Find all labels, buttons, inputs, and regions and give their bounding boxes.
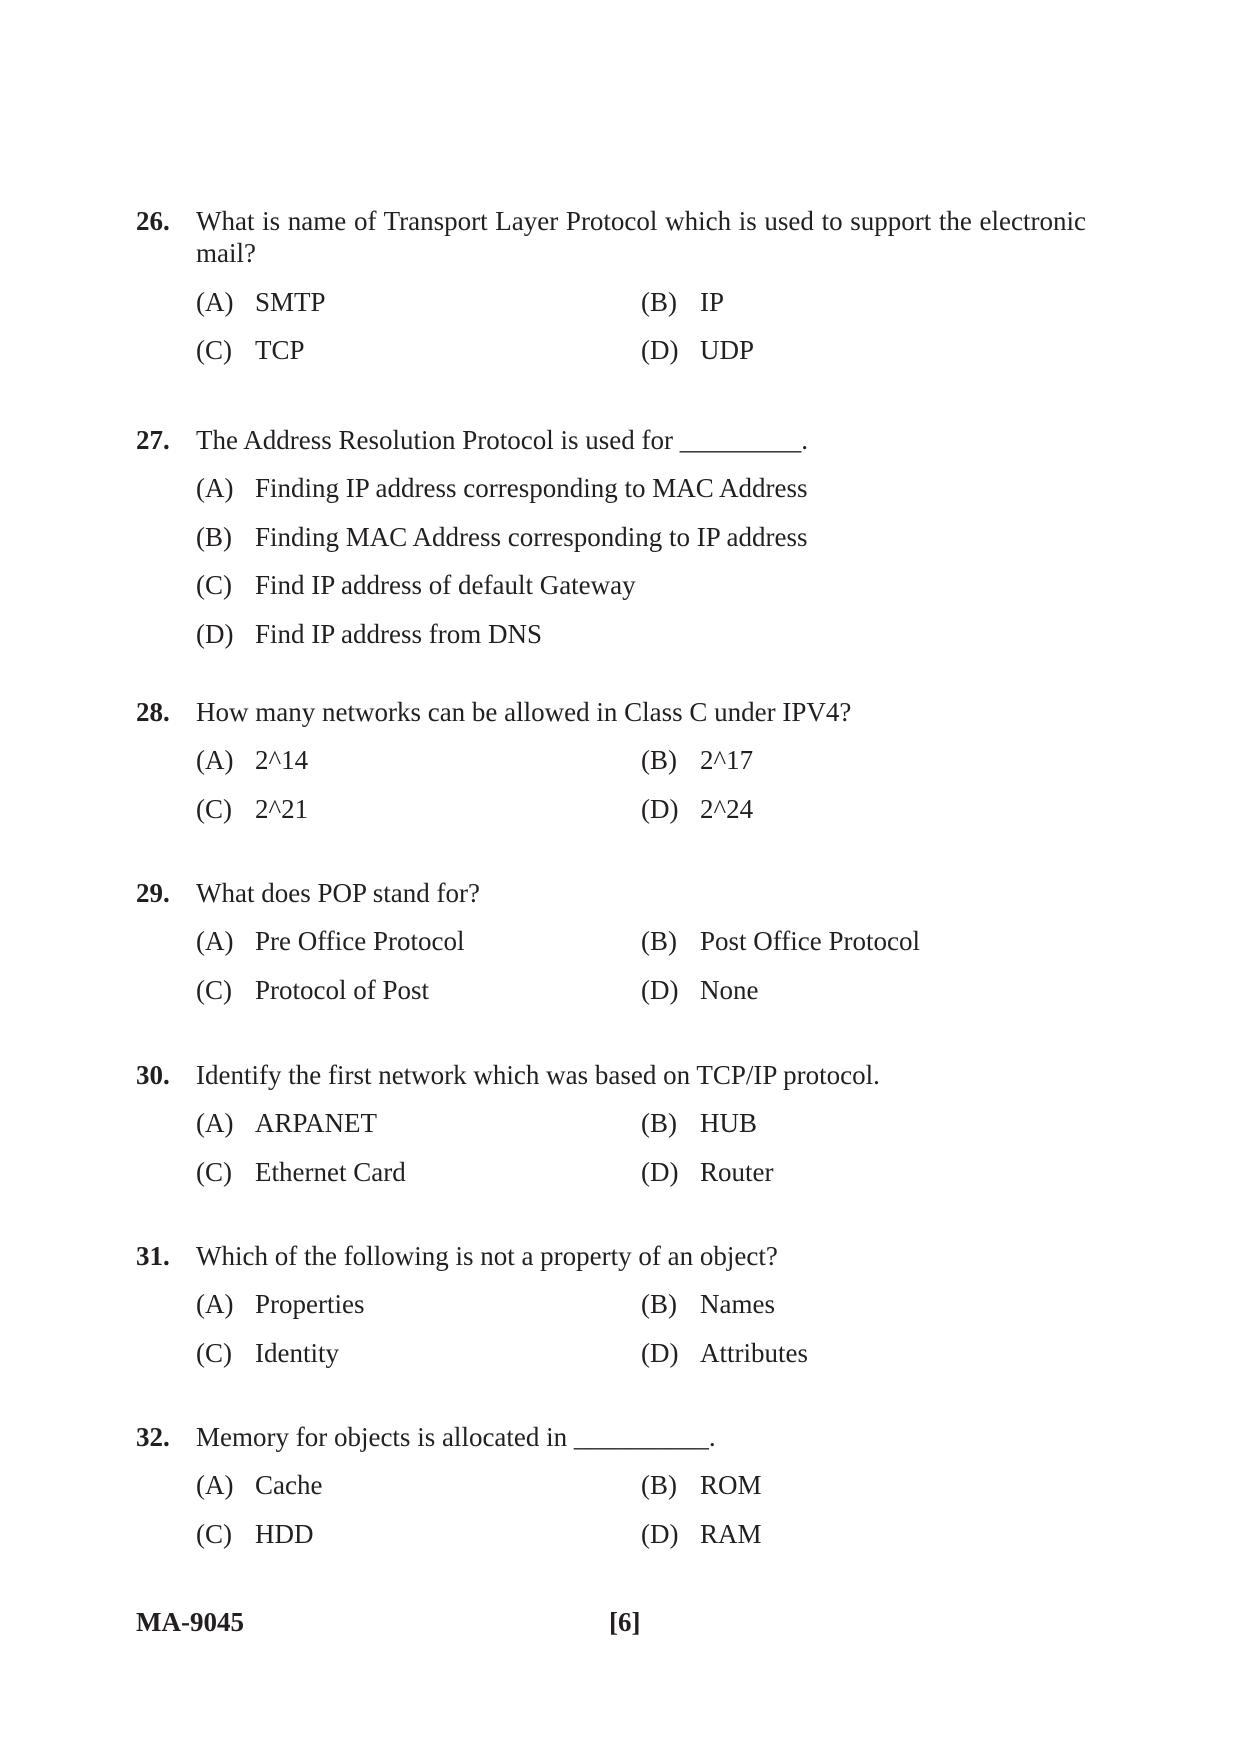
option-letter: (A) (196, 286, 234, 317)
option-text: 2^24 (700, 793, 754, 824)
option-c (196, 334, 641, 366)
option-letter: (C) (196, 1518, 232, 1549)
option-d (196, 618, 542, 650)
option-b (641, 744, 1086, 776)
option-a (196, 1288, 641, 1320)
options (196, 472, 1086, 650)
option-text: TCP (255, 335, 305, 366)
options (196, 744, 1086, 825)
option-text: Properties (255, 1289, 365, 1320)
question-text: What does POP stand for? (196, 878, 480, 908)
option-letter: (D) (641, 1156, 679, 1187)
option-text: Protocol of Post (255, 974, 430, 1005)
option-letter: (C) (196, 335, 232, 366)
options (196, 1469, 1086, 1550)
option-letter: (B) (641, 1108, 677, 1139)
option-letter: (B) (641, 1289, 677, 1320)
option-text: Router (700, 1156, 774, 1187)
option-letter: (D) (641, 335, 679, 366)
option-text: Finding IP address corresponding to MAC Address (255, 473, 808, 504)
question-27 (136, 424, 1086, 650)
option-letter: (A) (196, 745, 234, 776)
option-c (196, 1337, 641, 1369)
option-letter: (C) (196, 1156, 232, 1187)
option-text: Post Office Protocol (700, 926, 920, 957)
question-28 (136, 696, 1086, 825)
question-stem (136, 696, 1086, 728)
option-c (196, 569, 636, 601)
question-text: Which of the following is not a property of an object? (196, 1241, 778, 1271)
option-text: RAM (700, 1518, 762, 1549)
option-letter: (C) (196, 793, 232, 824)
option-letter: (D) (641, 793, 679, 824)
option-text: Ethernet Card (255, 1156, 406, 1187)
option-letter: (B) (196, 521, 232, 552)
option-letter: (A) (196, 1470, 234, 1501)
option-text: Attributes (700, 1337, 808, 1368)
question-stem (136, 1421, 1086, 1453)
option-letter: (A) (196, 1289, 234, 1320)
option-d (641, 1156, 1086, 1188)
question-31 (136, 1240, 1086, 1369)
option-d (641, 974, 1086, 1006)
options (196, 1107, 1086, 1188)
option-c (196, 1156, 641, 1188)
option-letter: (A) (196, 1108, 234, 1139)
question-number: 32. (136, 1422, 170, 1452)
option-text: 2^21 (255, 793, 309, 824)
option-a (196, 286, 641, 318)
option-letter: (B) (641, 745, 677, 776)
option-text: HDD (255, 1518, 314, 1549)
option-a (196, 472, 807, 504)
option-text: ROM (700, 1470, 762, 1501)
option-d (641, 1518, 1086, 1550)
option-a (196, 1107, 641, 1139)
question-number: 27. (136, 425, 170, 455)
option-text: IP (700, 286, 725, 317)
option-letter: (C) (196, 1337, 232, 1368)
option-text: Cache (255, 1470, 323, 1501)
options (196, 925, 1086, 1006)
option-d (641, 334, 1086, 366)
option-b (641, 1469, 1086, 1501)
question-stem (136, 205, 1086, 270)
question-stem (136, 1240, 1086, 1272)
option-c (196, 1518, 641, 1550)
option-text: Identity (255, 1337, 339, 1368)
option-letter: (B) (641, 926, 677, 957)
question-stem (136, 1059, 1086, 1091)
option-text: Names (700, 1289, 775, 1320)
option-letter: (D) (641, 1518, 679, 1549)
option-letter: (C) (196, 974, 232, 1005)
option-text: None (700, 974, 759, 1005)
option-b (641, 1107, 1086, 1139)
option-c (196, 793, 641, 825)
option-letter: (D) (196, 618, 234, 649)
option-letter: (A) (196, 473, 234, 504)
option-d (641, 1337, 1086, 1369)
option-a (196, 925, 641, 957)
option-d (641, 793, 1086, 825)
option-text: SMTP (255, 286, 326, 317)
option-letter: (B) (641, 1470, 677, 1501)
question-number: 31. (136, 1241, 170, 1271)
options (196, 286, 1086, 367)
option-b (641, 286, 1086, 318)
option-b (196, 521, 807, 553)
option-c (196, 974, 641, 1006)
option-b (641, 1288, 1086, 1320)
question-stem (136, 877, 1086, 909)
option-text: 2^14 (255, 745, 309, 776)
option-letter: (D) (641, 1337, 679, 1368)
option-letter: (A) (196, 926, 234, 957)
option-text: ARPANET (255, 1108, 378, 1139)
option-text: Find IP address of default Gateway (255, 570, 636, 601)
question-text: How many networks can be allowed in Class C under IPV4? (196, 697, 852, 727)
page-number: [6] (609, 1607, 641, 1637)
question-text: What is name of Transport Layer Protocol which is used to support the electronic mail? (196, 206, 1086, 269)
paper-code: MA-9045 (136, 1607, 244, 1637)
question-30 (136, 1059, 1086, 1188)
question-text: Memory for objects is allocated in __________. (196, 1422, 716, 1452)
question-26 (136, 205, 1086, 367)
question-text: Identify the first network which was based on TCP/IP protocol. (196, 1060, 880, 1090)
option-letter: (D) (641, 974, 679, 1005)
question-29 (136, 877, 1086, 1006)
option-text: Pre Office Protocol (255, 926, 465, 957)
question-number: 29. (136, 878, 170, 908)
question-32 (136, 1421, 1086, 1550)
option-a (196, 1469, 641, 1501)
option-a (196, 744, 641, 776)
option-letter: (B) (641, 286, 677, 317)
question-text: The Address Resolution Protocol is used for _________. (196, 425, 808, 455)
option-text: Finding MAC Address corresponding to IP address (255, 521, 808, 552)
question-stem (136, 424, 1086, 456)
question-number: 26. (136, 206, 170, 236)
option-letter: (C) (196, 570, 232, 601)
option-text: HUB (700, 1108, 758, 1139)
option-b (641, 925, 1086, 957)
question-number: 30. (136, 1060, 170, 1090)
options (196, 1288, 1086, 1369)
option-text: Find IP address from DNS (255, 618, 542, 649)
option-text: 2^17 (700, 745, 754, 776)
question-number: 28. (136, 697, 170, 727)
option-text: UDP (700, 335, 755, 366)
